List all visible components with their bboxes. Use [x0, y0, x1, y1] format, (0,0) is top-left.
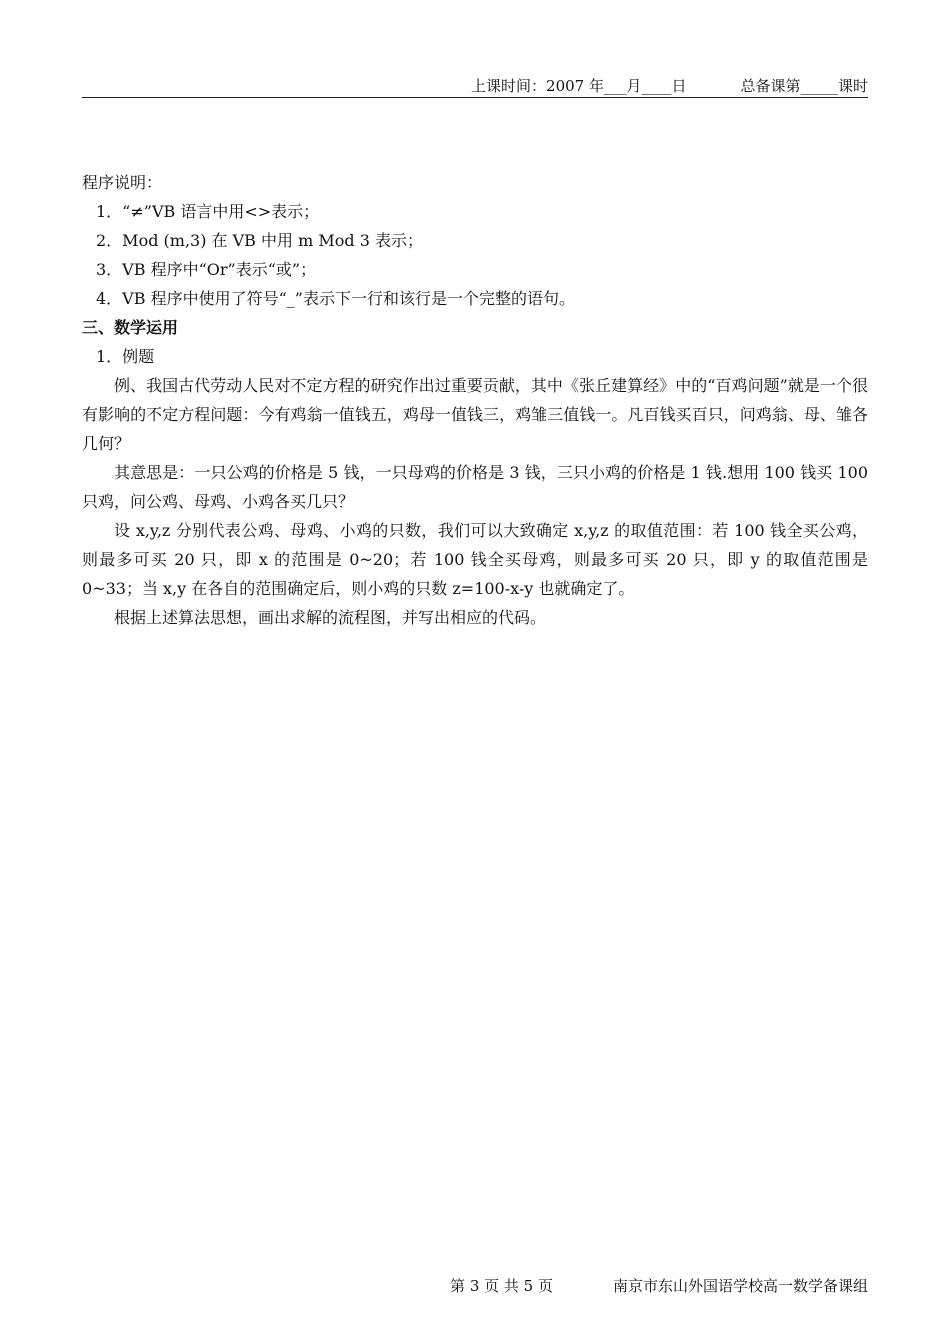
- program-notes-title: 程序说明：: [82, 173, 163, 192]
- header-divider: [82, 97, 868, 98]
- example-subtitle: 1．例题: [96, 347, 155, 366]
- example-paragraph: 例、我国古代劳动人民对不定方程的研究作出过重要贡献，其中《张丘建算经》中的“百鸡问题”就是一个很有影响的不定方程问题：今有鸡翁一值钱五，鸡母一值钱三，鸡雏三值钱一。凡百钱买百只，问鸡翁、母、雏各几何？: [82, 376, 868, 453]
- page-number: 第 3 页 共 5 页: [450, 1277, 553, 1295]
- program-note-item: 4．VB 程序中使用了符号“_”表示下一行和该行是一个完整的语句。: [96, 289, 575, 308]
- program-note-item: 3．VB 程序中“Or”表示“或”；: [96, 260, 317, 279]
- meaning-paragraph: 其意思是：一只公鸡的价格是 5 钱，一只母鸡的价格是 3 钱，三只小鸡的价格是 1 钱.想用 100 钱买 100 只鸡，问公鸡、母鸡、小鸡各买几只？: [82, 463, 868, 511]
- page-footer: [82, 1276, 868, 1298]
- lesson-count: 总备课第_____课时: [740, 77, 868, 95]
- program-note-item: 2．Mod (m,3) 在 VB 中用 m Mod 3 表示；: [96, 231, 423, 250]
- program-note-item: 1．“≠”VB 语言中用<>表示；: [96, 202, 320, 221]
- group-name: 南京市东山外国语学校高一数学备课组: [612, 1277, 868, 1295]
- analysis-paragraph: 设 x,y,z 分别代表公鸡、母鸡、小鸡的只数，我们可以大致确定 x,y,z 的取值范围：若 100 钱全买公鸡，则最多可买 20 只，即 x 的范围是 0~20；若 100 钱全买母鸡，则最多可买 20 只，即 y 的取值范围是 0~33；当 x,y 在各自的范围确定后，则小鸡的只数 z=100-x-y 也就确定了。: [82, 521, 868, 598]
- document-body: [82, 168, 868, 632]
- section-title: 三、数学运用: [82, 318, 179, 337]
- task-paragraph: 根据上述算法思想，画出求解的流程图，并写出相应的代码。: [114, 608, 547, 627]
- class-time: 上课时间：2007 年___月____日: [471, 77, 687, 95]
- page-header: [82, 76, 868, 98]
